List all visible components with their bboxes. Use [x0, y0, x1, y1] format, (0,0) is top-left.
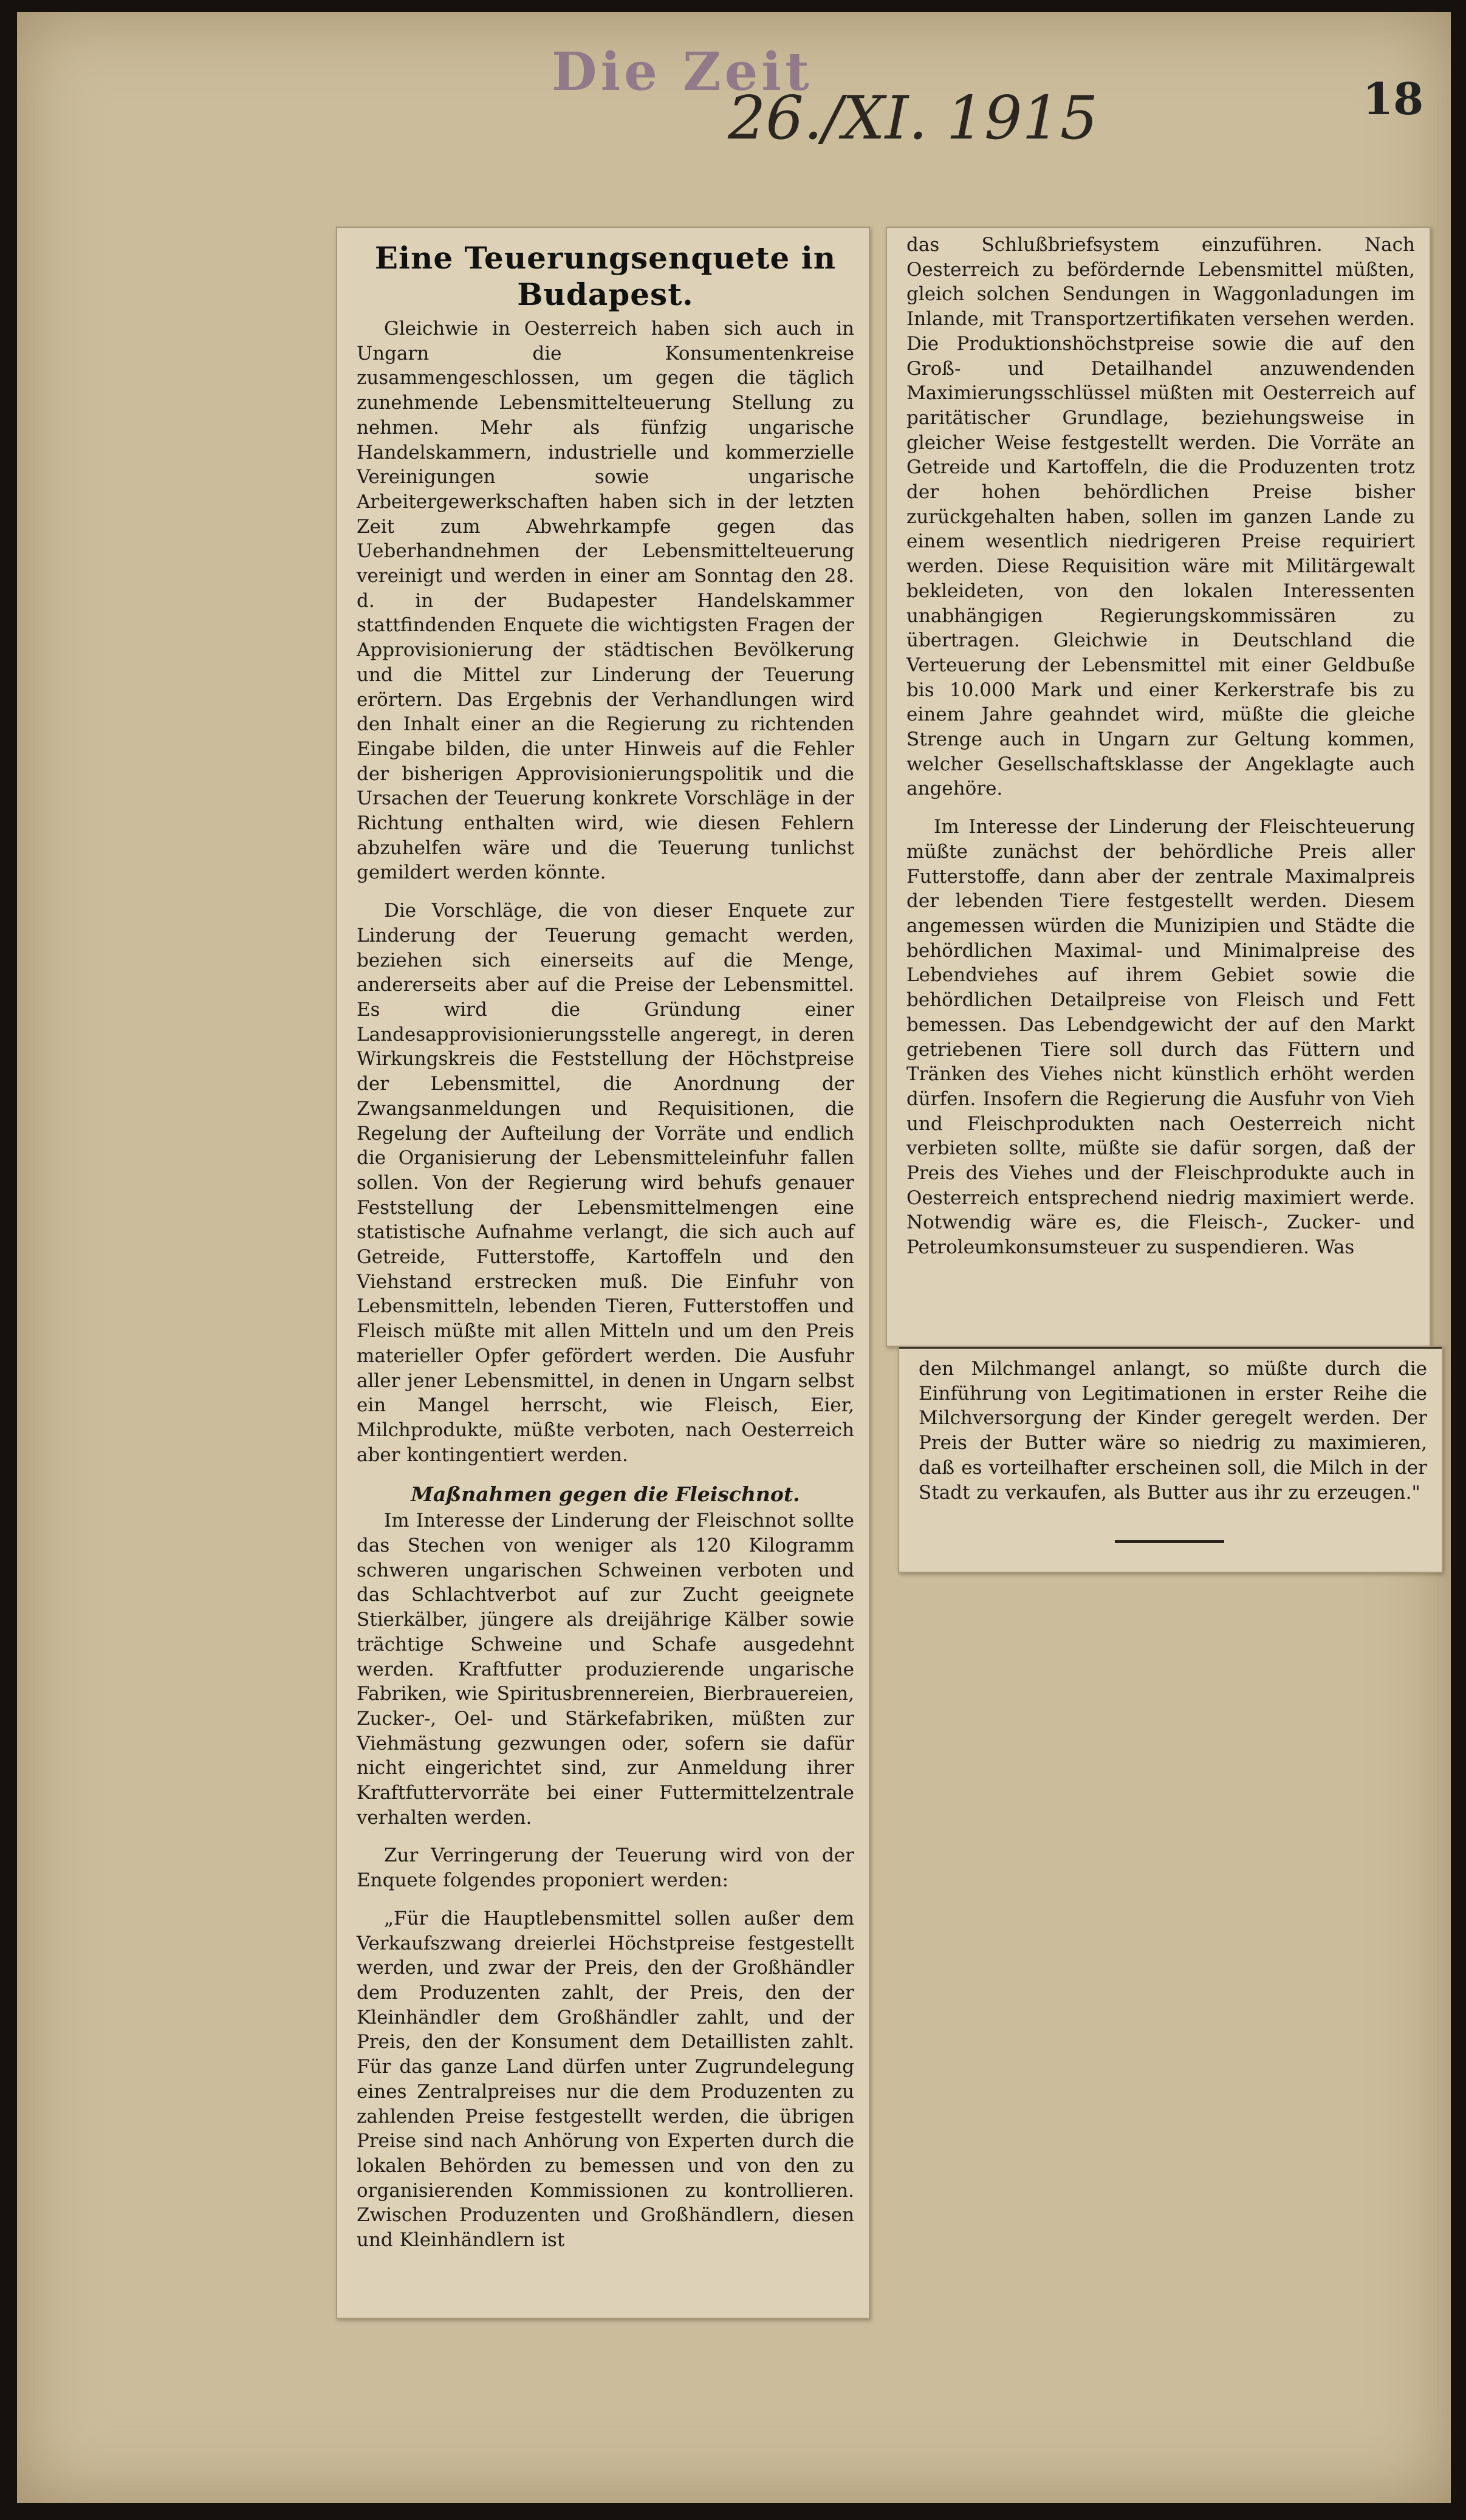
newspaper-stamp: Die Zeit: [552, 41, 813, 103]
paragraph-1: Gleichwie in Oesterreich haben sich auch in Ungarn die Konsumentenkreise zusammengeschlossen, um gegen die täglich zunehmende Lebensmittelteuerung Stellung zu nehmen. Mehr als fünfzig ungarische Handelskammern, industrielle und kommerzielle Vereinigungen sowie ungarische Arbeitergewerkschaften haben sich in der letzten Zeit zum Abwehrkampfe gegen das Ueberhandnehmen der Lebensmittelteuerung vereinigt und werden in einer am Sonntag den 28. d. in der Budapester Handelskammer stattfindenden Enquete die wichtigsten Fragen der Approvisionierung der städtischen Bevölkerung und die Mittel zur Linderung der Teuerung erörtern. Das Ergebnis der Verhandlungen wird den Inhalt einer an die Regierung zu richtenden Eingabe bilden, die unter Hinweis auf die Fehler der bisherigen Approvisionierungspolitik und die Ursachen der Teuerung konkrete Vorschläge in der Richtung enthalten wird, wie diesen Fehlern abzuhelfen wäre und die Teuerung tunlichst gemildert werden könnte.: [357, 318, 854, 884]
article-title: Eine Teuerungsenquete in Budapest.: [374, 240, 837, 312]
paragraph-8: den Milchmangel anlangt, so müßte durch die Einführung von Legitimationen in erster Reihe die Milchversorgung der Kinder geregelt werden. Der Preis der Butter wäre so niedrig zu maximieren, daß es vorteilhafter erscheinen soll, die Milch in der Stadt zu verkaufen, als Butter aus ihr zu erzeugen.": [919, 1358, 1427, 1504]
handwritten-date: 26./XI. 1915: [728, 84, 1098, 153]
archive-sheet: [17, 12, 1451, 2503]
section-subhead: Maßnahmen gegen die Fleischnot.: [411, 1482, 800, 1507]
column-separator-rule: [899, 1347, 1442, 1349]
paragraph-4: Zur Verringerung der Teuerung wird von der Enquete folgendes proponiert werden:: [357, 1844, 854, 1892]
clipping-column-3: [898, 1346, 1443, 1573]
clipping-column-1: [336, 227, 870, 2319]
article-end-rule: [1115, 1540, 1224, 1543]
paragraph-6: das Schlußbriefsystem einzuführen. Nach Oesterreich zu befördernde Lebensmittel müßten, gleich solchen Sendungen in Waggonladungen im Inlande, mit Transportzertifikaten versehen werden. Die Produktionshöchstpreise sowie die auf den Groß- und Detailhandel anzuwendenden Maximierungsschlüssel müßten mit Oesterreich auf paritätischer Grundlage, beziehungsweise in gleicher Weise festgestellt werden. Die Vorräte an Getreide und Kartoffeln, die die Produzenten trotz der hohen behördlichen Preise bisher zurückgehalten haben, sollen im ganzen Lande zu einem wesentlich niedrigeren Preise requiriert werden. Diese Requisition wäre mit Militärgewalt bekleideten, von den lokalen Interessenten unabhängigen Regierungskommissären zu übertragen. Gleichwie in Deutschland die Verteuerung der Lebensmittel mit einer Geldbuße bis 10.000 Mark und einer Kerkerstrafe bis zu einem Jahre geahndet wird, müßte die gleiche Strenge auch in Ungarn zur Geltung kommen, welcher Gesellschaftsklasse der Angeklagte auch angehöre.: [906, 234, 1415, 800]
paragraph-5: „Für die Hauptlebensmittel sollen außer dem Verkaufszwang dreierlei Höchstpreise festgestellt werden, und zwar der Preis, den der Großhändler dem Produzenten zahlt, der Preis, den der Kleinhändler dem Großhändler zahlt, und der Preis, den der Konsument dem Detaillisten zahlt. Für das ganze Land dürfen unter Zugrundelegung eines Zentralpreises nur die dem Produzenten zu zahlenden Preise festgestellt werden, die übrigen Preise sind nach Anhörung von Experten durch die lokalen Behörden zu bemessen und von den zu organisierenden Kommissionen zu kontrollieren. Zwischen Produzenten und Großhändlern, diesen und Kleinhändlern ist: [357, 1907, 854, 2251]
paragraph-3: Im Interesse der Linderung der Fleischnot sollte das Stechen von weniger als 120 Kilogramm schweren ungarischen Schweinen verboten und das Schlachtverbot auf zur Zucht geeignete Stierkälber, jüngere als dreijährige Kälber sowie trächtige Schweine und Schafe ausgedehnt werden. Kraftfutter produzierende ungarische Fabriken, wie Spiritusbrennereien, Bierbrauereien, Zucker-, Oel- und Stärkefabriken, müßten zur Viehmästung gezwungen oder, sofern sie dafür nicht eingerichtet sind, zur Anmeldung ihrer Kraftfuttervorräte bei einer Futtermittelzentrale verhalten werden.: [357, 1510, 854, 1829]
column-2-text: [906, 233, 1415, 1260]
paragraph-7: Im Interesse der Linderung der Fleischteuerung müßte zunächst der behördliche Preis aller Futterstoffe, dann aber der zentrale Maximalpreis der lebenden Tiere festgestellt werden. Diesem angemessen würden die Munizipien und Städte die behördlichen Maximal- und Minimalpreise des Lebendviehes auf ihrem Gebiet sowie die behördlichen Detailpreise von Fleisch und Fett bemessen. Das Lebendgewicht der auf den Markt getriebenen Tiere soll durch das Füttern und Tränken des Viehes nicht künstlich erhöht werden dürfen. Insofern die Regierung die Ausfuhr von Vieh und Fleischprodukten nach Oesterreich nicht verbieten sollte, müßte sie dafür sorgen, daß der Preis des Viehes und der Fleischprodukte auch in Oesterreich entsprechend niedrig maximiert werde. Notwendig wäre es, die Fleisch-, Zucker- und Petroleumkonsumsteuer zu suspendieren. Was: [906, 816, 1415, 1259]
column-3-text: [919, 1357, 1427, 1505]
column-1-text: [357, 240, 854, 2253]
page-number: 18: [1363, 73, 1424, 125]
paragraph-2: Die Vorschläge, die von dieser Enquete zur Linderung der Teuerung gemacht werden, beziehen sich einerseits auf die Menge, andererseits aber auf die Preise der Lebensmittel. Es wird die Gründung einer Landesapprovisionierungsstelle angeregt, in deren Wirkungskreis die Feststellung der Höchstpreise der Lebensmittel, die Anordnung der Zwangsanmeldungen und Requisitionen, die Regelung der Aufteilung der Vorräte und endlich die Organisierung der Lebensmitteleinfuhr fallen sollen. Von der Regierung wird behufs genauer Feststellung der Lebensmittelmengen eine statistische Aufnahme verlangt, die sich auch auf Getreide, Futterstoffe, Kartoffeln und den Viehstand erstrecken muß. Die Einfuhr von Lebensmitteln, lebenden Tieren, Futterstoffen und Fleisch müßte mit allen Mitteln und um den Preis materieller Opfer gefördert werden. Die Ausfuhr aller jener Lebensmittel, in denen in Ungarn selbst ein Mangel herrscht, wie Fleisch, Eier, Milchprodukte, müßte verboten, nach Oesterreich aber kontingentiert werden.: [357, 900, 854, 1466]
clipping-column-2: [886, 227, 1431, 1347]
